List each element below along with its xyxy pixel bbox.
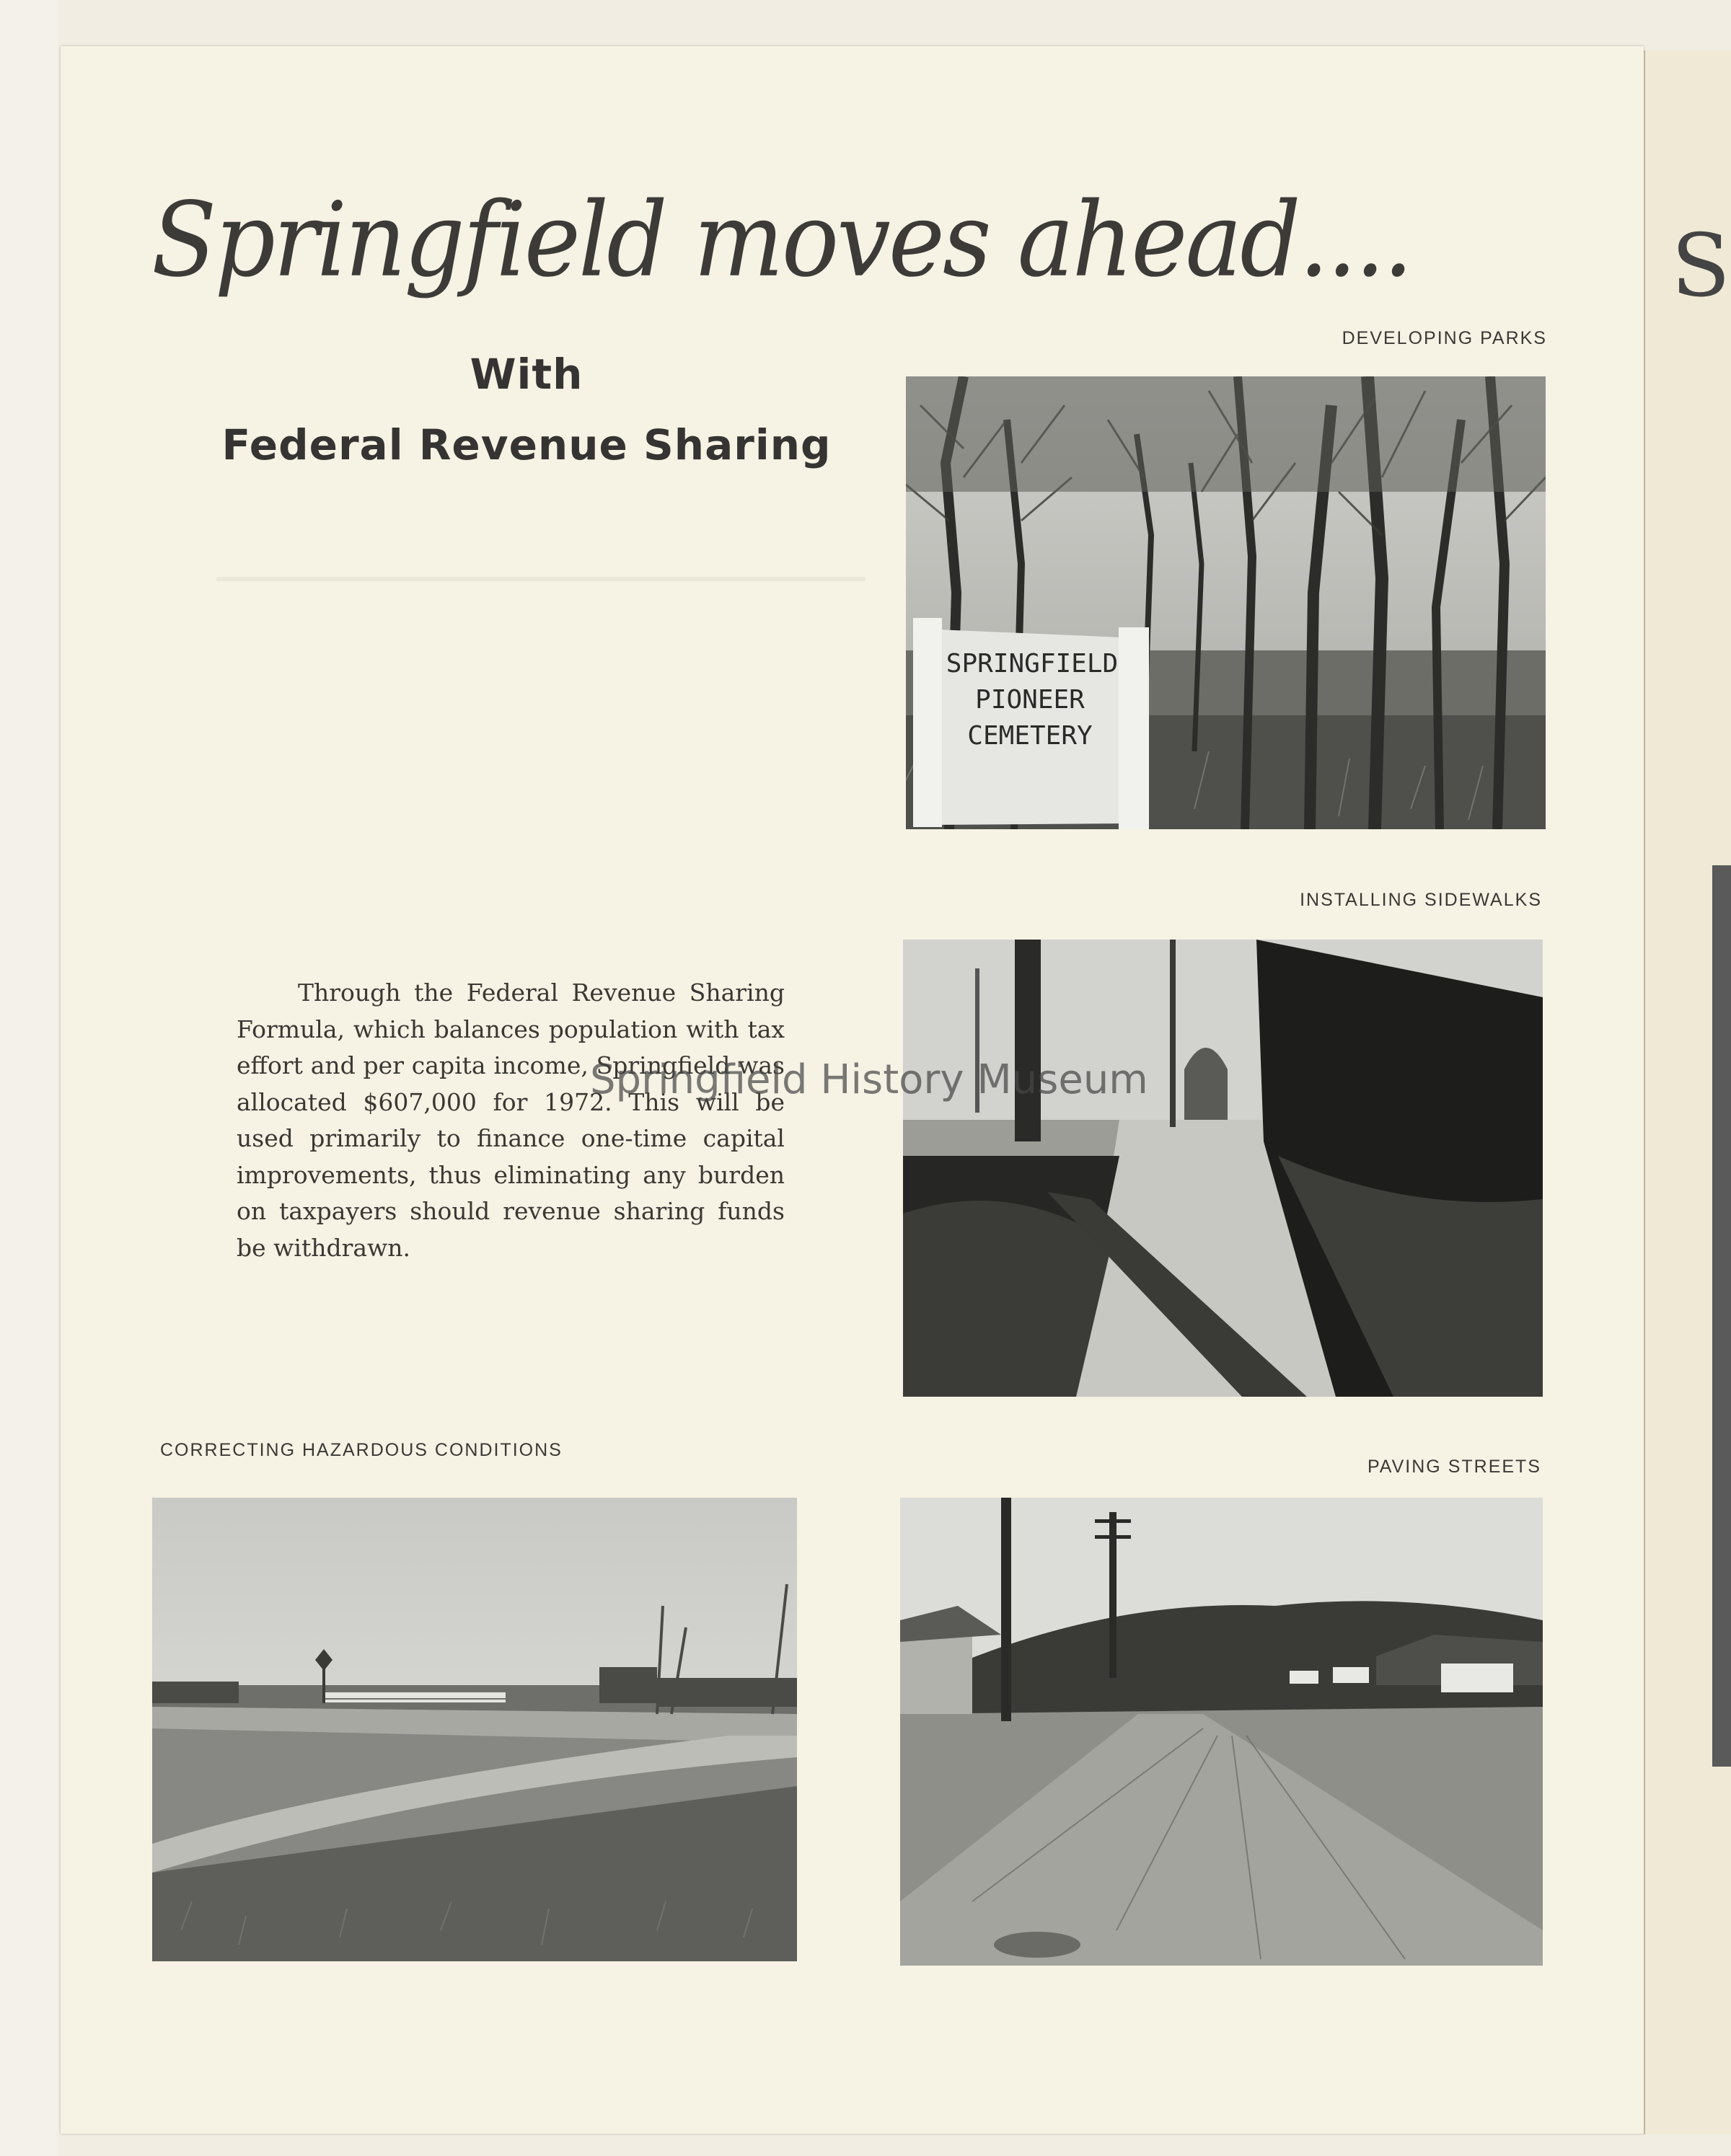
adjacent-page-photo-edge bbox=[1712, 865, 1731, 1767]
photo-pioneer-cemetery bbox=[906, 376, 1546, 829]
photo-road-intersection bbox=[152, 1498, 797, 1961]
adjacent-page-edge bbox=[1644, 50, 1731, 2134]
caption-correcting-hazardous-conditions: CORRECTING HAZARDOUS CONDITIONS bbox=[160, 1440, 563, 1460]
photo-sidewalk bbox=[903, 940, 1543, 1397]
subtitle-line-2: Federal Revenue Sharing bbox=[221, 420, 832, 469]
sign-text-line-2: PIONEER bbox=[975, 685, 1085, 715]
caption-installing-sidewalks: INSTALLING SIDEWALKS bbox=[1300, 890, 1542, 910]
museum-watermark: Springfield History Museum bbox=[590, 1056, 1148, 1103]
show-through-decoration bbox=[216, 577, 865, 624]
caption-developing-parks: DEVELOPING PARKS bbox=[1342, 328, 1547, 348]
photo-unpaved-street bbox=[900, 1498, 1543, 1966]
body-paragraph: Through the Federal Revenue Sharing Formula, which balances population with tax effort and per capita income, Springfield was allocated $607,000 for 1972. This will be used primarily to finance one-time capital improvements, thus eliminating any burden on taxpayers should revenue sharing funds be withdrawn. bbox=[237, 978, 785, 1262]
adjacent-page-letter: S bbox=[1671, 216, 1731, 317]
subtitle-line-1: With bbox=[470, 350, 583, 399]
caption-paving-streets: PAVING STREETS bbox=[1367, 1457, 1541, 1477]
sign-text-line-3: CEMETERY bbox=[967, 721, 1093, 751]
page-headline: Springfield moves ahead.... bbox=[151, 180, 1411, 301]
sign-text-line-1: SPRINGFIELD bbox=[946, 649, 1119, 679]
